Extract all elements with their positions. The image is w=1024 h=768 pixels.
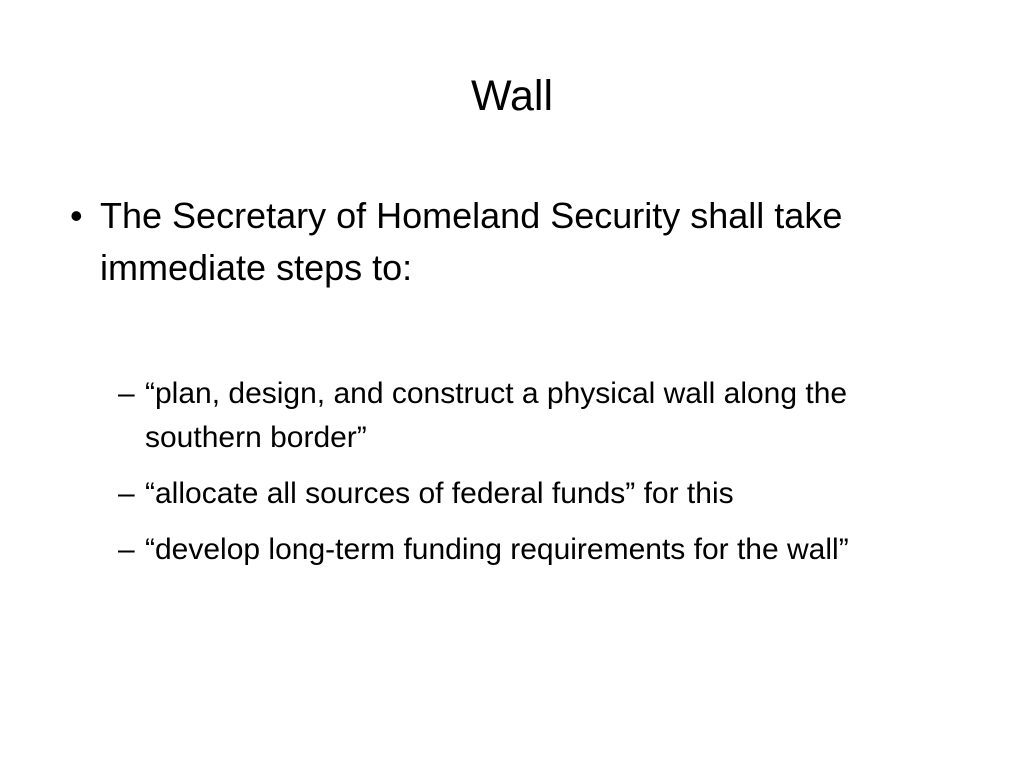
sub-bullet-text: “plan, design, and construct a physical wall along the southern border” — [145, 377, 848, 454]
sub-bullet-text: “allocate all sources of federal funds” for this — [145, 477, 734, 510]
bullet-text: The Secretary of Homeland Security shall take immediate steps to: — [100, 195, 843, 288]
sub-bullet-marker: – — [118, 377, 135, 410]
sub-bullet-item — [118, 372, 958, 460]
slide-title: Wall — [470, 72, 553, 120]
bullet-marker: • — [70, 195, 83, 236]
sub-bullet-item — [118, 528, 958, 572]
bullet-item — [70, 190, 970, 294]
sub-bullet-marker: – — [118, 477, 135, 510]
sub-bullet-marker: – — [118, 533, 135, 566]
sub-bullet-item — [118, 472, 958, 516]
sub-bullet-list — [118, 372, 958, 584]
sub-bullet-text: “develop long-term funding requirements for the wall” — [145, 533, 849, 566]
